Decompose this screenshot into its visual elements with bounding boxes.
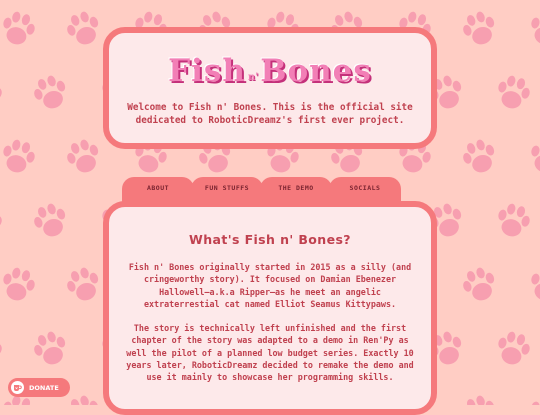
- paw-print-icon: [0, 137, 38, 176]
- donate-button[interactable]: [8, 378, 70, 397]
- paw-print-icon: [0, 73, 5, 112]
- paw-print-icon: [0, 201, 5, 240]
- tab-about[interactable]: ABOUT: [122, 177, 194, 205]
- paw-print-icon: [459, 136, 500, 177]
- logo-word-bones: Bones: [260, 53, 372, 89]
- paw-print-icon: [63, 392, 104, 405]
- tab-fun-stuffs[interactable]: FUN STUFFS: [191, 177, 263, 205]
- donate-label: DONATE: [29, 383, 59, 392]
- paw-print-icon: [459, 8, 500, 49]
- paw-print-icon: [0, 265, 38, 304]
- paw-print-icon: [30, 72, 71, 113]
- paw-print-icon: [527, 265, 540, 304]
- tab-socials[interactable]: SOCIALS: [329, 177, 401, 205]
- header-card: [103, 27, 437, 149]
- coffee-cup-icon: [11, 381, 24, 394]
- paragraph-remake: The story is technically left unfinished and the first chapter of the story was adapted to a demo in Ren'Py as well the pilot of a planned low budget series. Exactly 10 years later, RoboticDreamz decided to remake the demo and use it mainly to showcase her programming skills.: [126, 323, 414, 383]
- site-logo[interactable]: [109, 47, 431, 89]
- paw-print-icon: [494, 201, 533, 240]
- main-content-card: [103, 201, 437, 415]
- paw-print-icon: [63, 8, 104, 49]
- paw-print-icon: [494, 329, 533, 368]
- logo-word-n: n': [247, 72, 259, 83]
- tab-the-demo[interactable]: THE DEMO: [260, 177, 332, 205]
- paw-print-icon: [527, 137, 540, 176]
- paw-print-icon: [30, 200, 71, 241]
- paw-print-icon: [459, 264, 500, 305]
- paw-print-icon: [527, 393, 540, 405]
- intro-text: Welcome to Fish n' Bones. This is the official site dedicated to RoboticDreamz's first ever project.: [127, 102, 413, 126]
- paw-print-icon: [30, 328, 71, 369]
- logo-word-fish: Fish: [168, 53, 246, 89]
- paw-print-icon: [459, 392, 500, 405]
- paw-print-icon: [494, 73, 533, 112]
- paw-print-icon: [63, 264, 104, 305]
- paw-print-icon: [527, 9, 540, 48]
- paw-print-icon: [0, 9, 38, 48]
- paw-print-icon: [63, 136, 104, 177]
- paw-print-icon: [0, 329, 5, 368]
- section-title: What's Fish n' Bones?: [189, 232, 351, 247]
- paragraph-origin: Fish n' Bones originally started in 2015 as a silly (and cringeworthy story). It focused on Damian Ebenezer Hallowell—a.k.a Ripper—as he meet an angelic extraterrestial cat named Elliot Seamus Kittypaws.: [128, 262, 412, 309]
